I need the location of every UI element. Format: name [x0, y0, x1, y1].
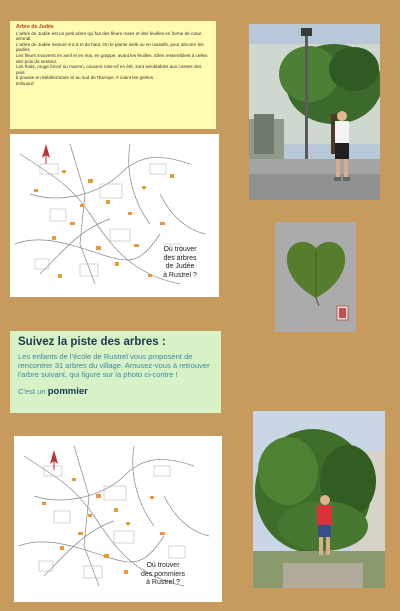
caption-line: à Rustrel ? [146, 579, 180, 586]
north-arrow-icon [42, 144, 50, 164]
leaf-photo [275, 222, 356, 332]
answer-prefix: C'est un [18, 387, 46, 396]
apple-map-caption [128, 562, 198, 588]
caption-line: des pommiers [141, 570, 185, 578]
north-arrow-icon [50, 450, 58, 470]
judee-map-caption [150, 246, 210, 280]
judee-map [10, 134, 219, 297]
caption-line: Où trouver [163, 246, 197, 253]
trail-answer [18, 386, 213, 397]
caption-line: Où trouver [146, 562, 180, 569]
apple-map [14, 436, 222, 602]
judee-signature: Edouard [16, 80, 34, 86]
judee-paragraph: L'arbre de Judée est un petit arbre qui fait des fleurs roses et des feuilles en forme de cœur arrondi. [16, 30, 202, 42]
trail-heading: Suivez la piste des arbres : [18, 336, 166, 348]
trail-info-box [10, 331, 221, 413]
judee-paragraph: L'arbre de Judée mesure 6 à 8 m de haut. On le plante isolé ou en massifs, pour décorer les jardins. [16, 41, 204, 53]
judee-tree-photo [249, 24, 380, 200]
trail-body: Les enfants de l'école de Rustrel vous proposent de rencontrer 31 arbres du village. Amusez-vous à retrouver l'arbre suivant, qui figure sur la photo ci-contre ! [18, 352, 210, 379]
apple-tree-photo [253, 411, 385, 588]
caption-line: à Rustrel ? [163, 271, 197, 279]
caption-line: des arbres [163, 254, 197, 262]
judee-paragraph: Les fruits, rouge foncé ou marron, couvent rose-vif en été, sont semblables aux cosses des pois. [16, 64, 202, 75]
stamp-icon [337, 306, 348, 320]
answer-word: pommier [47, 386, 88, 397]
caption-line: de Judée [165, 263, 195, 270]
judee-paragraph: Les fleurs s'ouvrent en avril et en mai, en grappe, avant les feuilles. Elles ressemblent à celles des pois de senteur. [16, 52, 208, 64]
judee-paragraph: Il pousse en Méditerranée et au sud de l'Europe. Il craint les gelées. [16, 75, 155, 81]
judee-info-box [10, 21, 216, 129]
judee-title: Arbre de Judée [16, 24, 54, 30]
